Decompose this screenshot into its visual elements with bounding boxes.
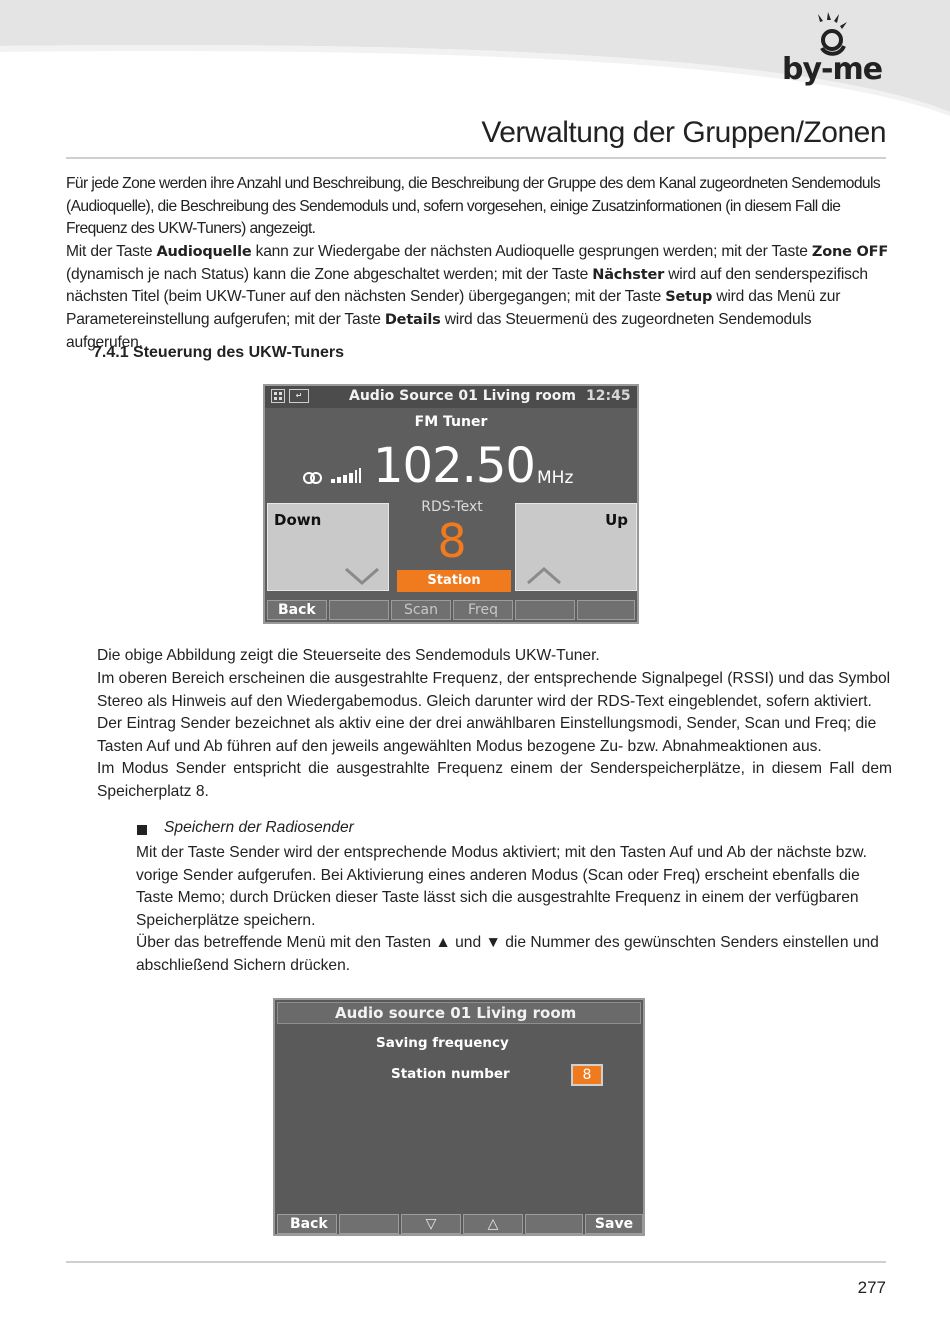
intro-paragraph-1: Für jede Zone werden ihre Anzahl und Beschreibung, die Beschreibung der Gruppe des dem Kanal zugeordneten Sendemoduls (Audioquelle), die Beschreibung des Sendemoduls und, sofern vorgesehen, einige Zusatzinformationen (in diesem Fall die Frequenz des UKW-Tuners) angezeigt. xyxy=(66,175,881,238)
triangle-down-icon: ▼ xyxy=(485,934,501,951)
back-button[interactable]: Back xyxy=(267,600,327,620)
intro-paragraph-2: Mit der Taste Audioquelle kann zur Wiedergabe der nächsten Audioquelle gesprungen werden; mit der Taste Zone OFF (dynamisch je nach Status) kann die Zone abgeschaltet werden; mit der Taste Nächster wird auf den senderspezifisch nächsten Titel (beim UKW-Tuner auf den nächsten Sender) übergegangen; mit der Taste Setup wird das Menü zur Parametereinstellung aufgerufen; mit der Taste Details wird das Steuermenü des zugeordneten Sendemoduls aufgerufen. xyxy=(66,243,889,351)
keyword-audioquelle: Audioquelle xyxy=(156,244,252,260)
down-button-label: Down xyxy=(274,511,322,529)
brand-logo: by-me xyxy=(782,52,883,87)
chevron-up-icon xyxy=(526,566,562,586)
screen-title-bar xyxy=(265,386,637,408)
page-number: 277 xyxy=(857,1278,886,1297)
description-paragraph-1: Die obige Abbildung zeigt die Steuerseite des Sendemoduls UKW-Tuner. xyxy=(97,647,600,664)
save-button[interactable]: Save xyxy=(585,1214,643,1234)
empty-softkey-2[interactable] xyxy=(525,1214,583,1234)
empty-softkey-1[interactable] xyxy=(329,600,389,620)
keyword-details: Details xyxy=(384,312,441,329)
back-arrow-icon[interactable]: ↵ xyxy=(289,389,309,403)
increment-button[interactable]: △ xyxy=(463,1214,523,1234)
fm-tuner-screen xyxy=(263,384,639,624)
keyword-zone-off: Zone OFF xyxy=(811,244,889,260)
up-button[interactable] xyxy=(515,503,637,591)
stereo-icon xyxy=(303,472,325,484)
footer-divider xyxy=(66,1261,886,1263)
frequency-readout: 102.50 xyxy=(373,438,535,494)
page-title: Verwaltung der Gruppen/Zonen xyxy=(481,116,886,149)
saving-frequency-screen xyxy=(273,998,645,1236)
up-button-label: Up xyxy=(605,511,628,529)
station-number: 8 xyxy=(437,514,467,568)
screen2-title-bar: Audio source 01 Living room xyxy=(277,1002,641,1024)
decrement-button[interactable]: ▽ xyxy=(401,1214,461,1234)
screen-title: Audio Source 01 Living room xyxy=(349,388,576,404)
bullet-square-icon xyxy=(137,825,147,835)
frequency-unit: MHz xyxy=(537,468,574,488)
logo-hand-icon xyxy=(812,12,852,56)
keyword-naechster: Nächster xyxy=(592,266,665,283)
grid-icon[interactable] xyxy=(271,389,285,403)
rds-text-label: RDS-Text xyxy=(421,499,483,515)
station-mode-button[interactable]: Station xyxy=(397,570,511,592)
triangle-up-icon: ▲ xyxy=(435,934,451,951)
freq-button[interactable]: Freq xyxy=(453,600,513,620)
saving-heading: Speichern der Radiosender xyxy=(164,819,354,836)
chevron-down-icon xyxy=(344,566,380,586)
description-paragraph-4: Im Modus Sender entspricht die ausgestrahlte Frequenz einem der Senderspeicherplätze, in diesem Fall dem Speicherplatz 8. xyxy=(97,760,892,800)
description-paragraph-2: Im oberen Bereich erscheinen die ausgestrahlte Frequenz, der entsprechende Signalpegel (RSSI) und das Symbol Stereo als Hinweis auf den Wiedergabemodus. Gleich darunter wird der RDS-Text eingeblendet, sofern aktiviert. xyxy=(97,670,891,710)
source-name: FM Tuner xyxy=(414,414,488,430)
saving-frequency-label: Saving frequency xyxy=(376,1035,509,1051)
station-number-field[interactable]: 8 xyxy=(571,1064,603,1086)
keyword-setup: Setup xyxy=(665,289,713,306)
scan-button[interactable]: Scan xyxy=(391,600,451,620)
signal-strength-icon xyxy=(331,466,369,484)
saving-paragraph-2: Über das betreffende Menü mit den Tasten ▲ und ▼ die Nummer des gewünschten Senders einstellen und abschließend Sichern drücken. xyxy=(136,934,879,974)
section-heading: 7.4.1 Steuerung des UKW-Tuners xyxy=(93,344,344,361)
down-button[interactable] xyxy=(267,503,389,591)
station-number-label: Station number xyxy=(391,1066,510,1082)
empty-softkey-3[interactable] xyxy=(577,600,635,620)
saving-paragraph-1: Mit der Taste Sender wird der entsprechende Modus aktiviert; mit den Tasten Auf und Ab der nächste bzw. vorige Sender aufgerufen. Bei Aktivierung eines anderen Modus (Scan oder Freq) erscheint ebenfalls die Taste Memo; durch Drücken dieser Taste lässt sich die ausgestrahlte Frequenz in einem der verfügbaren Speicherplätze speichern. xyxy=(136,844,868,930)
title-divider xyxy=(66,157,886,159)
empty-softkey-2[interactable] xyxy=(515,600,575,620)
clock-time: 12:45 xyxy=(586,388,631,404)
back-button[interactable]: Back xyxy=(277,1214,337,1234)
empty-softkey-1[interactable] xyxy=(339,1214,399,1234)
description-paragraph-3: Der Eintrag Sender bezeichnet als aktiv eine der drei anwählbaren Einstellungsmodi, Sender, Scan und Freq; die Tasten Auf und Ab führen auf den jeweils angewählten Modus bezogene Zu- bzw. Abnahmeaktionen aus. xyxy=(97,715,877,755)
